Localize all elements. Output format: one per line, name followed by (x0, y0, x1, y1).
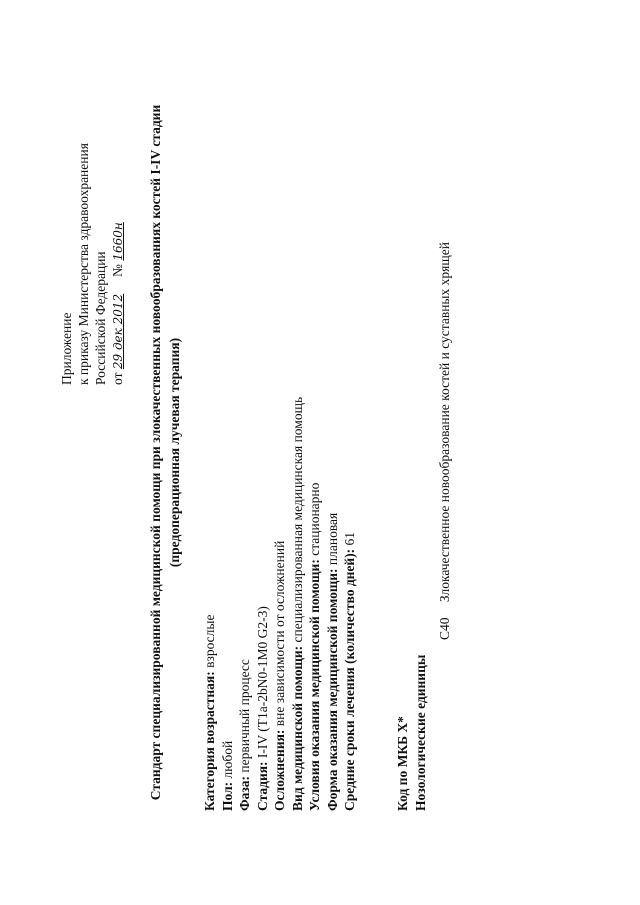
diagnosis-row (436, 242, 453, 640)
handwritten-date: 29 дек 2012 (111, 293, 125, 370)
param-row: Вид медицинской помощи: специализированная медицинская помощь (289, 396, 305, 811)
param-row: Стадия: I-IV (T1a-2bN0-1M0 G2-3) (254, 606, 270, 811)
appendix-date-line (109, 143, 127, 385)
number-prefix: № (110, 264, 125, 277)
param-row: Условия оказания медицинской помощи: стационарно (307, 482, 322, 811)
param-row: Пол: любой (219, 740, 235, 811)
param-row: Средние сроки лечения (количество дней): 61 (342, 531, 357, 811)
date-prefix: от (110, 372, 125, 385)
appendix-block (58, 143, 127, 385)
document-title: Стандарт специализированной медицинской помощи при злокачественных новообразованиях костей I-IV стадии (148, 104, 163, 801)
param-row: Форма оказания медицинской помощи: плановая (324, 512, 340, 811)
standard-parameters (201, 397, 359, 811)
document-subtitle: (предоперационная лучевая терапия) (167, 337, 182, 568)
mkb-code-label: Код по МКБ X* (395, 716, 410, 811)
nosology-label: Нозологические единицы (413, 654, 428, 811)
param-row: Фаза: первичный процесс (237, 659, 252, 811)
handwritten-number: 1660н (111, 222, 125, 261)
diagnosis-code: C40 (437, 617, 452, 640)
param-row: Осложнения: вне зависимости от осложнений (272, 540, 287, 811)
appendix-title: Приложение (59, 312, 74, 385)
param-row: Категория возрастная: взрослые (202, 614, 217, 811)
diagnosis-description: Злокачественное новообразование костей и суставных хрящей (437, 242, 452, 603)
appendix-line-order: к приказу Министерства здравоохранения (76, 143, 91, 385)
appendix-line-federation: Российской Федерации (93, 251, 108, 385)
